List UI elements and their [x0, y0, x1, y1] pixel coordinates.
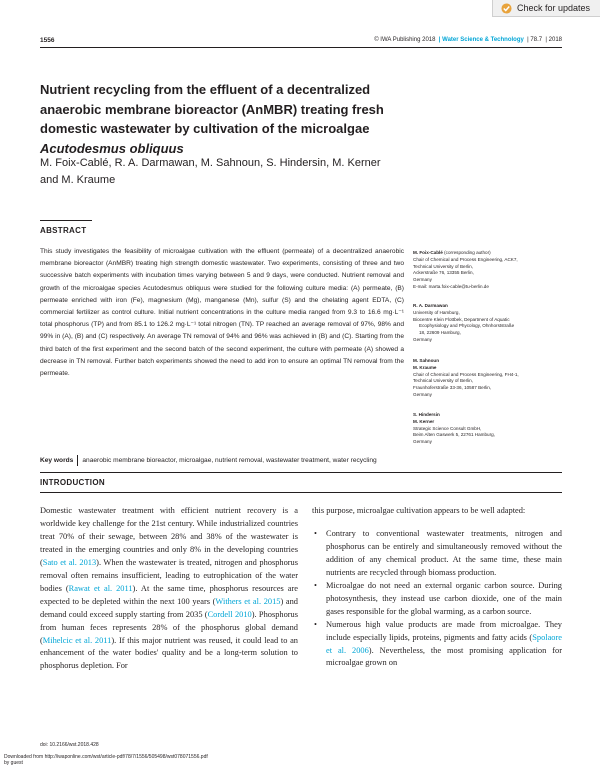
- journal-running-header: © IWA Publishing 2018 | Water Science & Technology | 78.7 | 2018: [374, 37, 562, 43]
- citation-link[interactable]: Spolaore et al. 2006: [326, 632, 562, 655]
- text-run: ). If this major nutrient was reused, it could lead to an enhancement of the water bodies' quality and be a long-term solution to phosphorus depletion. For: [40, 635, 298, 671]
- intro-column-right: [312, 505, 562, 670]
- year: 2018: [548, 37, 562, 43]
- intro-column-left: [40, 505, 298, 673]
- author-list: [40, 155, 440, 189]
- affiliation-line: Germany: [413, 336, 432, 342]
- check-for-updates-label: Check for updates: [517, 3, 591, 13]
- affiliation-names: M. Foix-Cablé: [413, 250, 443, 255]
- affiliation-line: Fraunhoferstraße 33-36, 10587 Berlin,: [413, 385, 492, 391]
- abstract-bottom-rule: [40, 472, 562, 473]
- bullet-item: [326, 580, 562, 619]
- affiliation-line: 18, 22609 Hamburg,: [419, 330, 461, 336]
- affiliation-email[interactable]: E-mail: marta.foix-cable@tu-berlin.de: [413, 283, 489, 289]
- affiliation-line: Chair of Chemical and Process Engineering, FH4-1,: [413, 371, 519, 377]
- authors-line: and M. Kraume: [40, 174, 116, 186]
- journal-name: Water Science & Technology: [442, 37, 524, 43]
- download-footer: [4, 754, 208, 766]
- title-line: Nutrient recycling from the effluent of a decentralized: [40, 82, 371, 97]
- footer-line: by guest: [4, 760, 23, 766]
- doi[interactable]: doi: 10.2166/wst.2018.428: [40, 742, 99, 748]
- introduction-heading: INTRODUCTION: [40, 478, 105, 487]
- affiliation-line: Biocentre Klein Flottbek, Department of Aquatic: [413, 316, 510, 322]
- affiliation-block: [413, 250, 563, 291]
- page-number: 1556: [40, 37, 55, 44]
- affiliation-line: Technical University of Berlin,: [413, 263, 473, 269]
- check-for-updates-badge[interactable]: [492, 0, 600, 17]
- affiliation-block: [413, 358, 563, 399]
- text-run: Microalgae do not need an external organic carbon source. During photosynthesis, they instead use carbon dioxide, one of the main gases responsible for the global warming, as a carbon source.: [326, 580, 562, 616]
- abstract-heading: ABSTRACT: [40, 226, 87, 235]
- keywords-label: Key words: [40, 455, 78, 466]
- affiliation-note: (corresponding author): [442, 250, 491, 255]
- intro-paragraph: this purpose, microalgae cultivation appears to be well adapted:: [312, 506, 526, 515]
- title-line: anaerobic membrane bioreactor (AnMBR) treating fresh: [40, 101, 384, 117]
- bullet-item: [326, 528, 562, 580]
- bullet-list: [312, 528, 562, 670]
- affiliation-names: S. Hindersin: [413, 412, 440, 417]
- affiliation-line: Germany: [413, 277, 432, 283]
- affiliation-line: Chair of Chemical and Process Engineering, ACK7,: [413, 256, 518, 262]
- header-rule: [40, 47, 562, 48]
- affiliation-names: M. Sahnoun: [413, 358, 440, 363]
- text-run: ). Nevertheless, the most promising application for microalgae grown on: [326, 645, 562, 668]
- footer-line: Downloaded from http://iwaponline.com/wst/article-pdf/78/7/1556/505498/wst078071556.pdf: [4, 754, 208, 760]
- paper-title: [40, 80, 420, 158]
- affiliation-line: Strategic Science Consult GmbH,: [413, 425, 482, 431]
- bullet-item: [326, 619, 562, 671]
- affiliation-line: Germany: [413, 439, 432, 445]
- affiliation-line: Germany: [413, 391, 432, 397]
- affiliation-line: Ackerstraße 76, 13355 Berlin,: [413, 270, 474, 276]
- publisher: © IWA Publishing 2018: [374, 37, 436, 43]
- abstract-text: This study investigates the feasibility of microalgae cultivation with the effluent (permeate) of a decentralized anaerobic membrane bioreactor (AnMBR) treating high strength domestic wastewater. Two experiments, consisting of three and two successive batch experiments with incubation times varying between 5 and 9 days, were conducted. Nutrient removal and growth of the microalgae species Acutodesmus obliquus were studied for the following culture media: (A) permeate, (B) permeate enriched with iron (Fe), magnesium (Mg), manganese (Mn), sulfur (S) and the chelating agent EDTA, (C) commercial fertilizer as control culture. Initial nutrient concentrations in the culture media ranged from 9.3 to 16.6 mg·L⁻¹ total phosphorus (TP) and from 85.1 to 126.2 mg·L⁻¹ total nitrogen (TN). TP reached an average removal of 97%, 98% and 99% in (A), (B) and (C) respectively. An average TN removal of 94% and 96% was achieved in (B) and (C). Starting from the third batch of the first experiment and the second batch of the second experiment, the culture with permeate (A) showed a decrease in TN removal. Further batch experiments showed the need to add iron to ensure an optimal TN removal from the permeate.: [40, 248, 404, 378]
- keywords-list: anaerobic membrane bioreactor, microalgae, nutrient removal, wastewater treatment, water recycling: [82, 457, 377, 464]
- affiliation-names: M. Kerner: [413, 418, 435, 424]
- citation-link[interactable]: Sato et al. 2013: [42, 557, 97, 567]
- title-line-species: Acutodesmus obliquus: [40, 140, 184, 156]
- citation-link[interactable]: Cordell 2010: [207, 609, 252, 619]
- citation-link[interactable]: Mihelcic et al. 2011: [42, 635, 112, 645]
- citation-link[interactable]: Rawat et al. 2011: [68, 583, 133, 593]
- introduction-rule: [40, 492, 562, 493]
- affiliation-names: M. Kraume: [413, 364, 437, 370]
- title-line: domestic wastewater by cultivation of the microalgae: [40, 121, 370, 136]
- text-run: ). When the wastewater is treated, nitrogen and phosphorus removal often remains insufficient, leading to eutrophication of the water bodies (: [40, 557, 298, 593]
- affiliation-block: [413, 412, 563, 446]
- crossmark-icon: [501, 3, 512, 14]
- text-run: ). At the same time, phosphorus resources are expected to be depleted within the next 100 years (: [40, 583, 298, 606]
- affiliation-line: Ecophysiology and Phycology, Ohnhorststraße: [419, 323, 515, 329]
- text-run: ). Phosphorus from human feces represents 28% of the phosphorus global demand (: [40, 609, 299, 645]
- volume-issue: 78.7: [530, 37, 543, 43]
- affiliation-names: R. A. Darmawan: [413, 303, 448, 308]
- affiliation-line: Beim Alten Gaswerk 5, 22761 Hamburg,: [413, 432, 495, 438]
- affiliation-line: Technical University of Berlin,: [413, 378, 473, 384]
- text-run: Numerous high value products are made from microalgae. They include especially lipids, proteins, pigments and fatty acids (: [326, 619, 562, 642]
- affiliation-line: University of Hamburg,: [413, 309, 460, 315]
- affiliation-block: [413, 303, 563, 344]
- text-run: Domestic wastewater treatment with efficient nutrient recovery is a worldwide key challenge for the 21st century. While industrialized countries treat 70% of their sewage, between 28% and 38% of the wastewater is treated in the emerging countries and only 8% in the developing countries (: [40, 506, 298, 567]
- keywords: [40, 455, 404, 466]
- authors-line: M. Foix-Cablé, R. A. Darmawan, M. Sahnoun, S. Hindersin, M. Kerner: [40, 157, 381, 169]
- citation-link[interactable]: Withers et al. 2015: [215, 596, 281, 606]
- text-run: Contrary to conventional wastewater treatments, nitrogen and phosphorus can be entirely and simultaneously removed without the addition of any chemical product. At the same time, these main nutrients are recycled through biomass production.: [326, 528, 562, 577]
- text-run: ) and demand could exceed supply starting from 2035 (: [40, 596, 298, 619]
- abstract-rule: [40, 220, 92, 221]
